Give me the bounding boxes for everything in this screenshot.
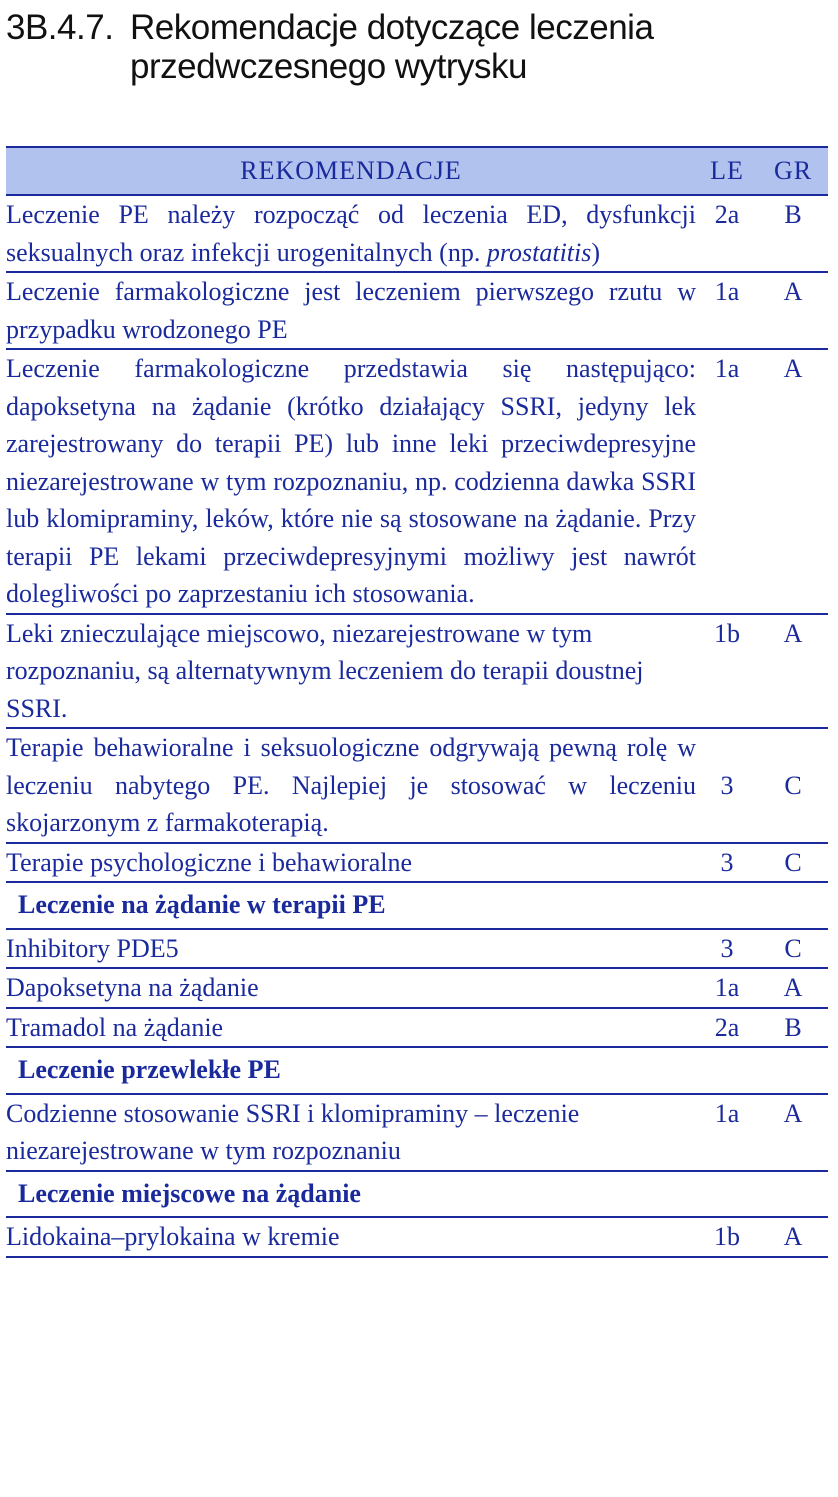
recommendation-text: Leki znieczulające miejscowo, niezarejestrowane w tym rozpoznaniu, są alternatywnym leczeniem do terapii doustnej SSRI. bbox=[6, 614, 696, 729]
table-row bbox=[6, 614, 828, 729]
le-value: 2a bbox=[696, 1008, 758, 1048]
le-value: 3 bbox=[696, 728, 758, 843]
header-recommendations: REKOMENDACJE bbox=[6, 147, 696, 195]
le-value: 1a bbox=[696, 968, 758, 1008]
section-title-topical: Leczenie miejscowe na żądanie bbox=[6, 1171, 828, 1218]
heading-title-part-1: Rekomendacje dotyczące leczenia bbox=[130, 8, 654, 47]
section-row bbox=[6, 1171, 828, 1218]
le-value: 1a bbox=[696, 349, 758, 614]
heading-title-part-2: przedwczesnego wytrysku bbox=[130, 47, 527, 86]
table-body bbox=[6, 195, 828, 1257]
le-value: 3 bbox=[696, 929, 758, 969]
recommendation-text: Leczenie farmakologiczne przedstawia się następująco: dapoksetyna na żądanie (krótko działający SSRI, jedyny lek zarejestrowany do terapii PE) lub inne leki przeciwdepresyjne niezarejestrowane w tym rozpoznaniu, np. codzienna dawka SSRI lub klomipraminy, leków, które nie są stosowane na żądanie. Przy terapii PE lekami przeciwdepresyjnymi możliwy jest nawrót dolegliwości po zaprzestaniu ich stosowania. bbox=[6, 349, 696, 614]
gr-value: B bbox=[758, 1008, 828, 1048]
recommendation-text: Inhibitory PDE5 bbox=[6, 929, 696, 969]
header-gr: GR bbox=[758, 147, 828, 195]
gr-value: C bbox=[758, 929, 828, 969]
recommendation-text-italic: prostatitis bbox=[486, 237, 592, 267]
recommendation-text bbox=[6, 195, 696, 272]
le-value: 1b bbox=[696, 1217, 758, 1257]
gr-value: C bbox=[758, 728, 828, 843]
section-number: 3B.4.7. bbox=[6, 8, 114, 47]
gr-value: A bbox=[758, 1217, 828, 1257]
recommendation-text: Terapie psychologiczne i behawioralne bbox=[6, 843, 696, 883]
gr-value: A bbox=[758, 614, 828, 729]
table-row bbox=[6, 1094, 828, 1171]
table-row bbox=[6, 968, 828, 1008]
section-row bbox=[6, 882, 828, 929]
section-heading bbox=[6, 8, 826, 86]
table-row bbox=[6, 1008, 828, 1048]
gr-value: B bbox=[758, 195, 828, 272]
recommendation-text: Tramadol na żądanie bbox=[6, 1008, 696, 1048]
table-row bbox=[6, 349, 828, 614]
le-value: 3 bbox=[696, 843, 758, 883]
table-row bbox=[6, 843, 828, 883]
recommendation-text: Leczenie farmakologiczne jest leczeniem pierwszego rzutu w przypadku wrodzonego PE bbox=[6, 272, 696, 349]
recommendation-text: Dapoksetyna na żądanie bbox=[6, 968, 696, 1008]
gr-value: A bbox=[758, 968, 828, 1008]
table-row bbox=[6, 272, 828, 349]
table-row bbox=[6, 195, 828, 272]
gr-value: A bbox=[758, 272, 828, 349]
table-header-row bbox=[6, 147, 828, 195]
recommendation-text: Terapie behawioralne i seksuologiczne odgrywają pewną rolę w leczeniu nabytego PE. Najlepiej je stosować w leczeniu skojarzonym z farmakoterapią. bbox=[6, 728, 696, 843]
header-le: LE bbox=[696, 147, 758, 195]
table-row bbox=[6, 929, 828, 969]
gr-value: A bbox=[758, 1094, 828, 1171]
le-value: 1b bbox=[696, 614, 758, 729]
table-row bbox=[6, 1217, 828, 1257]
section-title-chronic: Leczenie przewlekłe PE bbox=[6, 1047, 828, 1094]
gr-value: A bbox=[758, 349, 828, 614]
recommendation-text-end: ) bbox=[591, 237, 601, 267]
recommendation-text: Lidokaina–prylokaina w kremie bbox=[6, 1217, 696, 1257]
section-row bbox=[6, 1047, 828, 1094]
table-row bbox=[6, 728, 828, 843]
le-value: 1a bbox=[696, 272, 758, 349]
heading-line-1 bbox=[6, 8, 826, 47]
section-title-on-demand: Leczenie na żądanie w terapii PE bbox=[6, 882, 828, 929]
recommendation-text: Codzienne stosowanie SSRI i klomipraminy – leczenie niezarejestrowane w tym rozpoznaniu bbox=[6, 1094, 696, 1171]
table-header bbox=[6, 147, 828, 195]
recommendation-text-start: Leczenie PE należy rozpocząć od leczenia ED, dysfunkcji seksualnych oraz infekcji urogenitalnych (np. bbox=[6, 200, 696, 267]
le-value: 1a bbox=[696, 1094, 758, 1171]
recommendations-table bbox=[6, 146, 828, 1258]
le-value: 2a bbox=[696, 195, 758, 272]
gr-value: C bbox=[758, 843, 828, 883]
